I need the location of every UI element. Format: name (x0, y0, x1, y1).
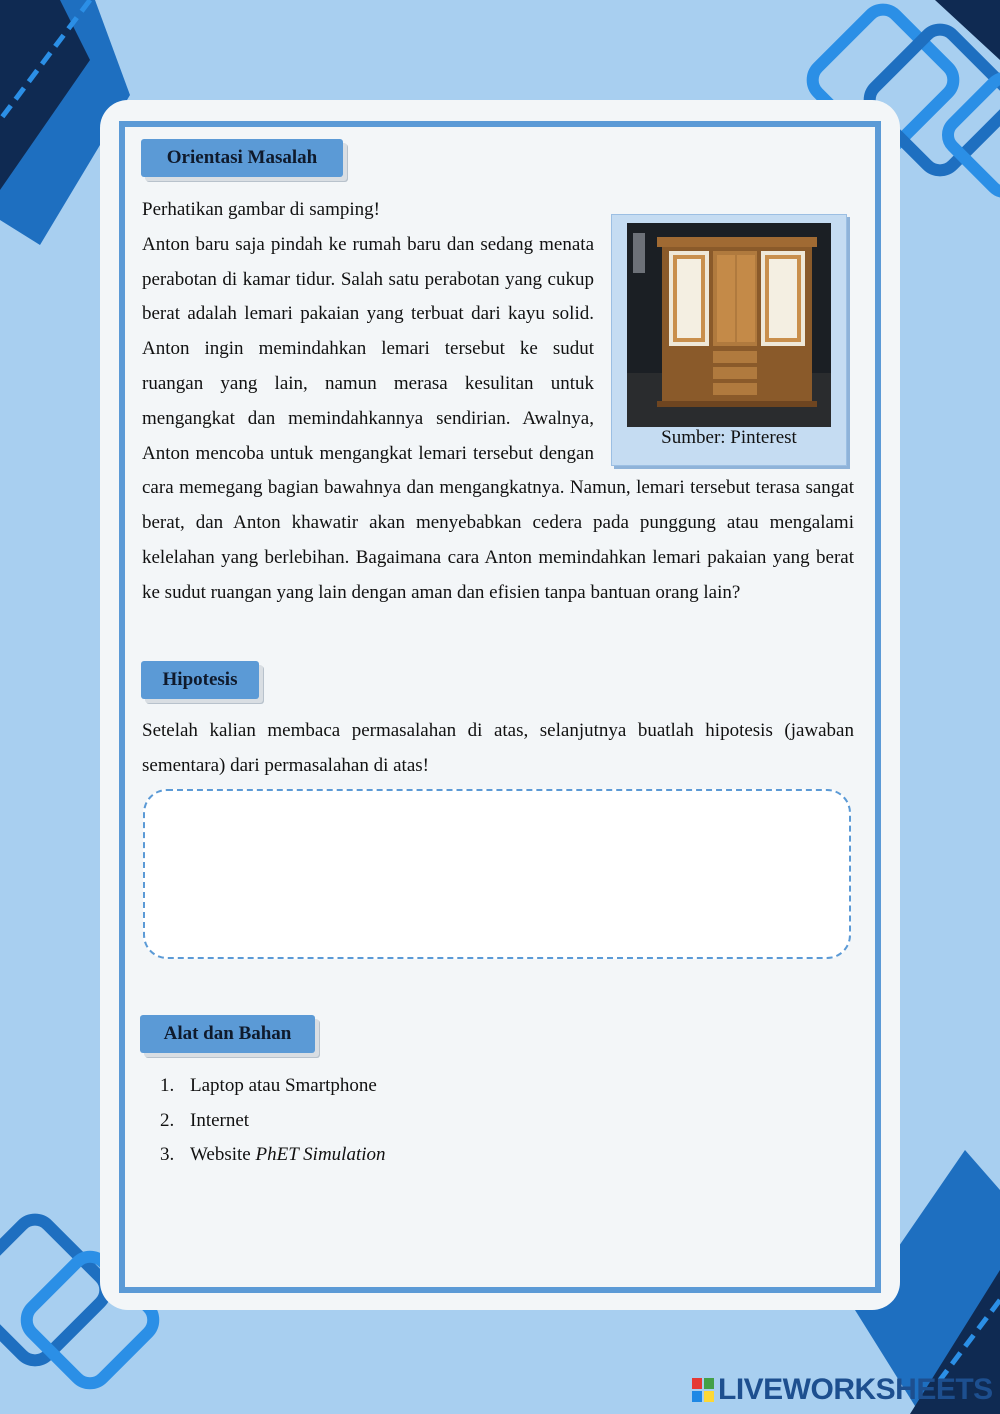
hipotesis-instruction: Setelah kalian membaca permasalahan di atas, selanjutnya buatlah hipotesis (jawaban sementara) dari permasalahan di atas! (142, 720, 854, 776)
list-item: 3. Website PhET Simulation (160, 1144, 386, 1166)
figure-caption: Sumber: Pinterest (661, 427, 797, 448)
logo-text: LIVEWORKSHEETS (718, 1373, 993, 1406)
hipotesis-answer-box[interactable] (143, 789, 851, 959)
figure-spacer (594, 228, 854, 466)
liveworksheets-logo-icon (692, 1378, 714, 1402)
orientasi-paragraph-text: Anton baru saja pindah ke rumah baru dan sedang menata perabotan di kamar tidur. Salah satu perabotan yang cukup berat adalah lemari pakaian yang terbuat dari kayu solid. Anton ingin memindahkan lemari tersebut ke sudut ruangan yang lain, namun merasa kesulitan untuk mengangkat dan memindahkannya sendirian. Awalnya, Anton mencoba untuk mengangkat lemari tersebut dengan cara memegang bagian bawahnya dan mengangkatnya. Namun, lemari tersebut terasa sangat berat, dan Anton khawatir akan menyebabkan cedera pada punggung atau mengalami kelelahan yang berlebihan. Bagaimana cara Anton memindahkan lemari pakaian yang berat ke sudut ruangan yang lain dengan aman dan efisien tanpa bantuan orang lain? (142, 233, 854, 603)
list-item: 2. Internet (160, 1109, 250, 1131)
phet-simulation-text: PhET Simulation (255, 1144, 386, 1166)
alat-bahan-list (160, 1069, 386, 1173)
section-tag-orientasi: Orientasi Masalah (141, 139, 343, 177)
section-tag-alat-bahan: Alat dan Bahan (140, 1015, 315, 1053)
list-item: 1. Laptop atau Smartphone (160, 1075, 377, 1096)
orientasi-paragraph (142, 228, 854, 611)
orientasi-intro: Perhatikan gambar di samping! (142, 199, 380, 220)
liveworksheets-logo[interactable] (692, 1372, 993, 1408)
section-tag-hipotesis: Hipotesis (141, 661, 259, 699)
orientasi-text (142, 193, 854, 611)
